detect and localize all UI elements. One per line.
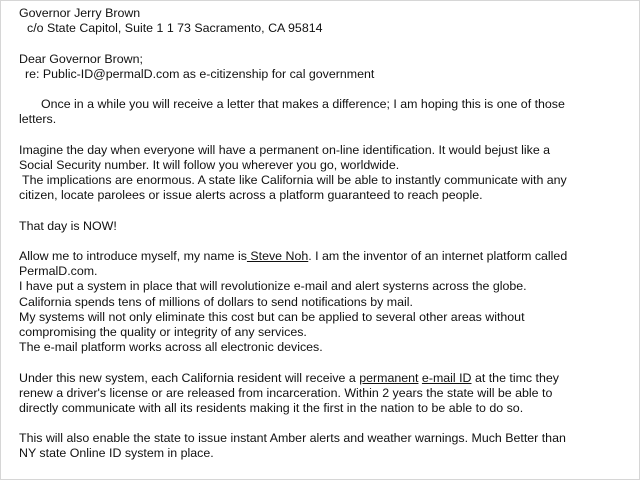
vision-paragraph [19, 143, 625, 204]
salutation: Dear Governor Brown; [19, 51, 143, 66]
spacer [19, 416, 625, 431]
opening-paragraph [19, 97, 625, 127]
intro-text-end: . I am the inventor of an internet platform called [308, 249, 568, 263]
paragraph-line: NY state Online ID system in place. [19, 446, 214, 461]
paragraph-line: letters. [19, 112, 57, 127]
paragraph-line: The e-mail platform works across all electronic devices. [19, 340, 323, 355]
plan-text-start: Under this new system, each California resident will receive a [19, 370, 356, 385]
greeting-block [19, 52, 625, 82]
intro-text-start: Allow me to introduce myself, my name is [19, 249, 247, 263]
paragraph-line: directly communicate with all its residents making it the first in the nation to be able to do so. [19, 400, 524, 415]
spacer [19, 36, 625, 51]
paragraph-line: renew a driver's license or are released from incarceration. Within 2 years the state will be able to [19, 385, 553, 400]
recipient-name: Governor Jerry Brown [19, 6, 141, 20]
plan-text-end: at the timc they [474, 370, 559, 385]
paragraph-line: My systems will not only eliminate this cost but can be applied to several other areas without [19, 309, 525, 324]
letter-document [19, 6, 625, 462]
paragraph-line: citizen, locate parolees or issue alerts across a platform guaranteed to reach people. [19, 188, 483, 203]
subject-line: re: Public-ID@permalD.com as e-citizenship for cal government [25, 66, 375, 81]
paragraph-line: This will also enable the state to issue instant Amber alerts and weather warnings. Much Better than [19, 431, 566, 446]
email-id-term: e-mail ID [421, 370, 472, 385]
paragraph-line: Once in a while you will receive a letter that makes a difference; I am hoping this is one of those [41, 97, 565, 112]
address-block [19, 6, 625, 36]
paragraph-line [19, 371, 625, 386]
spacer [19, 234, 625, 249]
spacer [19, 82, 625, 97]
spacer [19, 128, 625, 143]
plan-paragraph [19, 371, 625, 417]
paragraph-line: PermalD.com. [19, 264, 98, 279]
paragraph-line: I have put a system in place that will revolutionize e-mail and alert systerns across the globe. [19, 279, 527, 294]
permanent-term: permanent [359, 370, 419, 385]
intro-paragraph [19, 249, 625, 355]
recipient-address: c/o State Capitol, Suite 1 1 73 Sacramento, CA 95814 [27, 21, 323, 36]
paragraph-line: The implications are enormous. A state like California will be able to instantly communicate with any [22, 173, 567, 188]
spacer [19, 355, 625, 370]
paragraph-line [19, 249, 625, 264]
closing-paragraph [19, 431, 625, 461]
paragraph-line: Social Security number. It will follow you wherever you go, worldwide. [19, 157, 400, 172]
inventor-name: Steve Noh [246, 249, 309, 263]
paragraph-line: California spends tens of millions of dollars to send notifications by mail. [19, 294, 413, 309]
paragraph-line: compromising the quality or integrity of any services. [19, 324, 307, 339]
now-statement: That day is NOW! [19, 218, 117, 233]
spacer [19, 203, 625, 218]
paragraph-line: Imagine the day when everyone will have a permanent on-line identification. It would bejust like a [19, 142, 551, 157]
